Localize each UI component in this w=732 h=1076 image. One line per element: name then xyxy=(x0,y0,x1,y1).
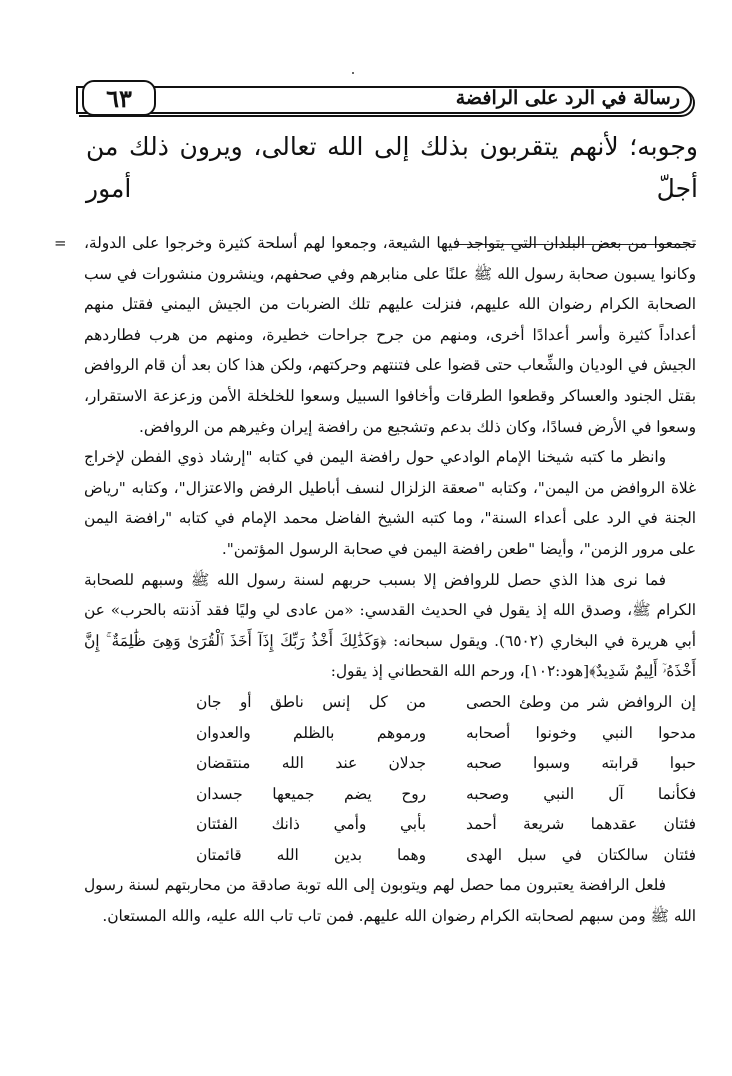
poem-verse xyxy=(84,718,696,749)
footnote-paragraph: وانظر ما كتبه شيخنا الإمام الوادعي حول رافضة اليمن في كتابه "إرشاد ذوي الفطن لإخراج غلاة الروافض من اليمن"، وكتابه "صعقة الزلزال لنسف أباطيل الرفض والاعتزال"، وكتابه "رياض الجنة في الرد على أعداء السنة"، وما كتبه الشيخ الفاضل محمد الإمام في كتابه "رافضة اليمن على مرور الزمن"، وأيضا "طعن رافضة اليمن في صحابة الرسول المؤتمن". xyxy=(84,448,696,558)
footnote-continuation-mark: = xyxy=(54,234,67,252)
poem-hemistich: من كل إنس ناطق أو جان xyxy=(196,692,426,711)
running-header xyxy=(76,83,696,118)
poem-hemistich: بأبي وأمي ذانك الفئتان xyxy=(196,815,426,834)
running-title: رسالة في الرد على الرافضة xyxy=(455,87,680,109)
poem-verse xyxy=(84,809,696,840)
poem-hemistich: ورموهم بالظلم والعدوان xyxy=(196,723,426,742)
poem-hemistich: جدلان عند الله منتقضان xyxy=(196,754,426,773)
footnote-closing-paragraph: فلعل الرافضة يعتبرون مما حصل لهم ويتوبون إلى الله توبة صادقة من محاربتهم لسنة رسول الله ﷺ ومن سبهم لصحابته الكرام رضوان الله عليهم. فمن تاب تاب الله عليه، والله المستعان. xyxy=(84,876,696,926)
footnote-paragraph: تجمعوا من بعض البلدان التي يتواجد فيها الشيعة، وجمعوا لهم أسلحة كثيرة وخرجوا على الدولة، وكانوا يسبون صحابة رسول الله ﷺ علنًا على منابرهم وفي صحفهم، وينشرون منشورات في سب الصحابة الكرام رضوان الله عليهم، فنزلت عليهم تلك الضربات من الجيش اليمني فقتل منهم أعداداً كثيرة وأسر أعدادًا أخرى، ومنهم من جرح جراحات خطيرة، ومنهم من هرب فطاردهم الجيش في الوديان والشِّعاب حتى قضوا على فتنتهم وحركتهم، ولكن هذا كان بعد أن قام الروافض بقتل الجنود والعساكر وقطعوا الطرقات وأخافوا السبيل وسعوا للخلخلة الأمن وزعزعة الاستقرار، وسعوا في الأرض فسادًا، وكان ذلك بدعم وتشجيع من رافضة إيران وغيرهم من الروافض. xyxy=(84,234,696,436)
footnote xyxy=(54,228,696,932)
page-number: ٦٣ xyxy=(82,80,156,116)
poem-hemistich: إن الروافض شر من وطئ الحصى xyxy=(466,692,696,711)
poem-hemistich: حبوا قرابته وسبوا صحبه xyxy=(466,754,696,773)
poem-verse xyxy=(84,840,696,871)
main-text-line: وجوبه؛ لأنهم يتقربون بذلك إلى الله تعالى، ويرون ذلك من أجلّ أمور xyxy=(86,132,699,203)
poem-hemistich: فئتان سالكتان في سبل الهدى xyxy=(466,845,696,864)
poem-verse xyxy=(84,779,696,810)
poem-verse xyxy=(84,687,696,718)
poem-hemistich: مدحوا النبي وخونوا أصحابه xyxy=(466,723,696,742)
poem-hemistich: فكأنما آل النبي وصحبه xyxy=(466,784,696,803)
poem-hemistich: فئتان عقدهما شريعة أحمد xyxy=(466,815,696,834)
poem-hemistich: وهما بدين الله قائمتان xyxy=(196,845,426,864)
poem-hemistich: روح يضم جميعها جسدان xyxy=(196,784,426,803)
footnote-paragraph: فما نرى هذا الذي حصل للروافض إلا بسبب حربهم لسنة رسول الله ﷺ وسبهم للصحابة الكرام ﷺ، وصدق الله إذ يقول في الحديث القدسي: «من عادى لي وليًا فقد آذنته بالحرب» عن أبي هريرة في البخاري (٦٥٠٢). ويقول سبحانه: ﴿وَكَذَٰلِكَ أَخْذُ رَبِّكَ إِذَآ أَخَذَ ٱلْقُرَىٰ وَهِىَ ظَٰلِمَةٌ ۚ إِنَّ أَخْذَهُۥٓ أَلِيمٌ شَدِيدٌ﴾[هود:١٠٢]، ورحم الله القحطاني إذ يقول: xyxy=(84,570,696,681)
poem-verse xyxy=(84,748,696,779)
poem xyxy=(84,687,696,871)
page-speck xyxy=(352,72,354,74)
